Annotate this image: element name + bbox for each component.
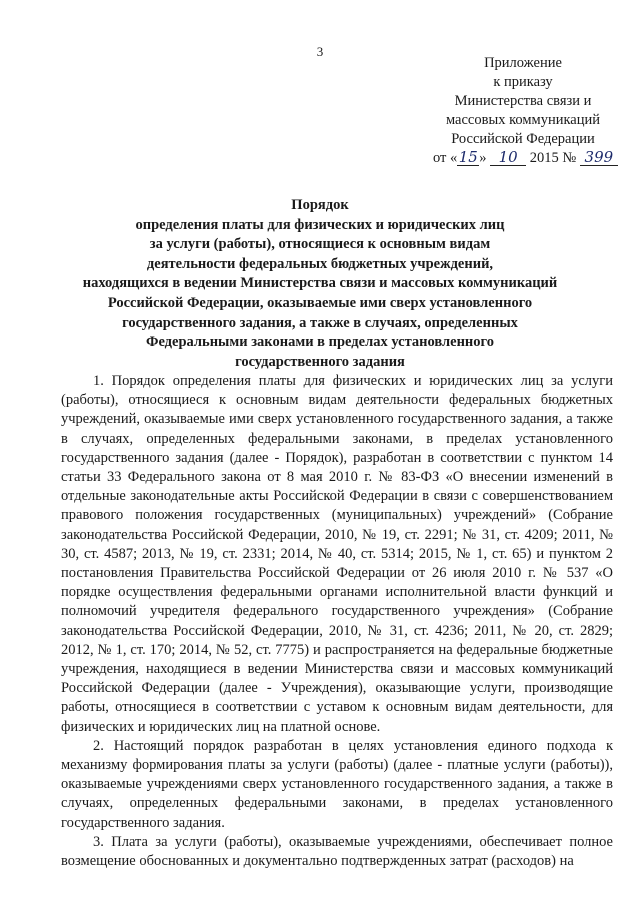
appendix-header [433,54,613,168]
title-line: Порядок [291,197,349,213]
order-quote-close: » [479,150,487,166]
appendix-line: массовых коммуникаций [445,112,601,128]
order-number-sign: № [562,150,577,166]
appendix-line: Министерства связи и [454,93,592,109]
document-title [40,196,600,372]
paragraph-2: 2. Настоящий порядок разработан в целях установления единого подхода к механизму формирования платы за услуги (работы) (далее - платные услуги (работы)), оказываемые учреждениями сверх установленного государственного задания, а также в случаях, определенных федеральными законами, в пределах установленного государственного задания. [61,737,613,831]
appendix-line: Приложение [484,55,562,71]
order-from-label: от « [433,150,458,166]
order-year: 2015 [529,150,559,166]
title-line: деятельности федеральных бюджетных учреждений, [146,255,494,272]
order-day: 15 [458,148,478,166]
paragraph-1: 1. Порядок определения платы для физических и юридических лиц за услуги (работы), относящиеся к основным видам деятельности федеральных бюджетных учреждений, оказываемые ими сверх установленного государственного задания, а также в случаях, определенных федеральными законами, в пределах установленного государственного задания (далее - Порядок), разработан в соответствии с пунктом 14 статьи 33 Федерального закона от 8 мая 2010 г. № 83-ФЗ «О внесении изменений в отдельные законодательные акты Российской Федерации в связи с совершенствованием правового положения государственных (муниципальных) учреждений» (Собрание законодательства Российской Федерации, 2010, № 19, ст. 2291; № 31, ст. 4209; 2011, № 30, ст. 4587; 2013, № 19, ст. 2331; 2014, № 40, ст. 5314; 2015, № 1, ст. 65) и пунктом 2 постановления Правительства Российской Федерации от 26 июля 2010 г. № 537 «О порядке осуществления федеральными органами исполнительной власти функций и полномочий учредителя федерального государственного учреждения» (Собрание законодательства Российской Федерации, 2010, № 31, ст. 4236; 2011, № 20, ст. 2829; 2012, № 1, ст. 170; 2014, № 52, ст. 7775) и распространяется на федеральные бюджетные учреждения, находящиеся в ведении Министерства связи и массовых коммуникаций Российской Федерации (далее - Учреждения), оказывающие услуги, производящие работы, относящиеся в соответствии с уставом к основным видам деятельности, для физических и юридических лиц на платной основе. [61,373,613,735]
title-line: государственного задания [235,353,405,370]
page-number: 3 [316,44,324,59]
order-number: 399 [580,149,618,166]
paragraph-3: 3. Плата за услуги (работы), оказываемые учреждениями, обеспечивает полное возмещение обоснованных и документально подтвержденных затрат (расходов) на [61,833,613,870]
title-line: государственного задания, а также в случаях, определенных [122,314,518,331]
order-date-line [433,149,613,168]
document-body [61,372,613,871]
title-line: находящихся в ведении Министерства связи и массовых коммуникаций [82,275,558,292]
title-line: определения платы для физических и юридических лиц [135,216,505,233]
title-line: за услуги (работы), относящиеся к основным видам [149,236,491,253]
appendix-line: Российской Федерации [451,131,595,147]
title-line: Российской Федерации, оказываемые ими сверх установленного [107,294,533,311]
order-month: 10 [490,149,526,166]
title-line: Федеральными законами в пределах установленного [145,334,495,351]
appendix-line: к приказу [493,74,553,90]
